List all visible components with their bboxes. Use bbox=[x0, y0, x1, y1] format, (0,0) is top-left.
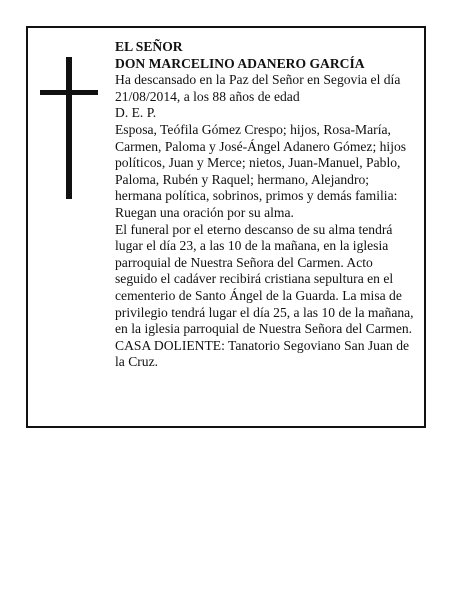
cross-vertical-bar bbox=[66, 57, 72, 199]
cross-horizontal-bar bbox=[40, 90, 98, 95]
cross-icon bbox=[40, 57, 98, 199]
notice-text bbox=[115, 39, 415, 371]
funeral-details: El funeral por el eterno descanso de su alma tendrá lugar el día 23, a las 10 de la mañana, en la iglesia parroquial de Nuestra Señora del Carmen. Acto seguido el cadáver recibirá cristiana sepultura en el cementerio de Santo Ángel de la Guarda. La misa de privilegio tendrá lugar el día 25, a las 10 de la mañana, en la iglesia parroquial de Nuestra Señora del Carmen. bbox=[115, 221, 414, 337]
rip-line: D. E. P. bbox=[115, 105, 157, 121]
deceased-name: DON MARCELINO ADANERO GARCÍA bbox=[115, 55, 365, 71]
family-list: Esposa, Teófila Gómez Crespo; hijos, Rosa-María, Carmen, Paloma y José-Ángel Adanero Gómez; hijos políticos, Juan y Merce; nietos, Juan-Manuel, Pablo, Paloma, Rubén y Raquel; hermano, Alejandro; hermana política, sobrinos, primos y demás familia: bbox=[115, 121, 407, 204]
death-info: Ha descansado en la Paz del Señor en Segovia el día 21/08/2014, a los 88 años de edad bbox=[115, 72, 401, 104]
mourning-house: CASA DOLIENTE: Tanatorio Segoviano San Juan de la Cruz. bbox=[115, 337, 410, 370]
prayer-request: Ruegan una oración por su alma. bbox=[115, 204, 294, 220]
notice-title-line1: EL SEÑOR bbox=[115, 39, 183, 54]
obituary-notice bbox=[26, 26, 426, 428]
